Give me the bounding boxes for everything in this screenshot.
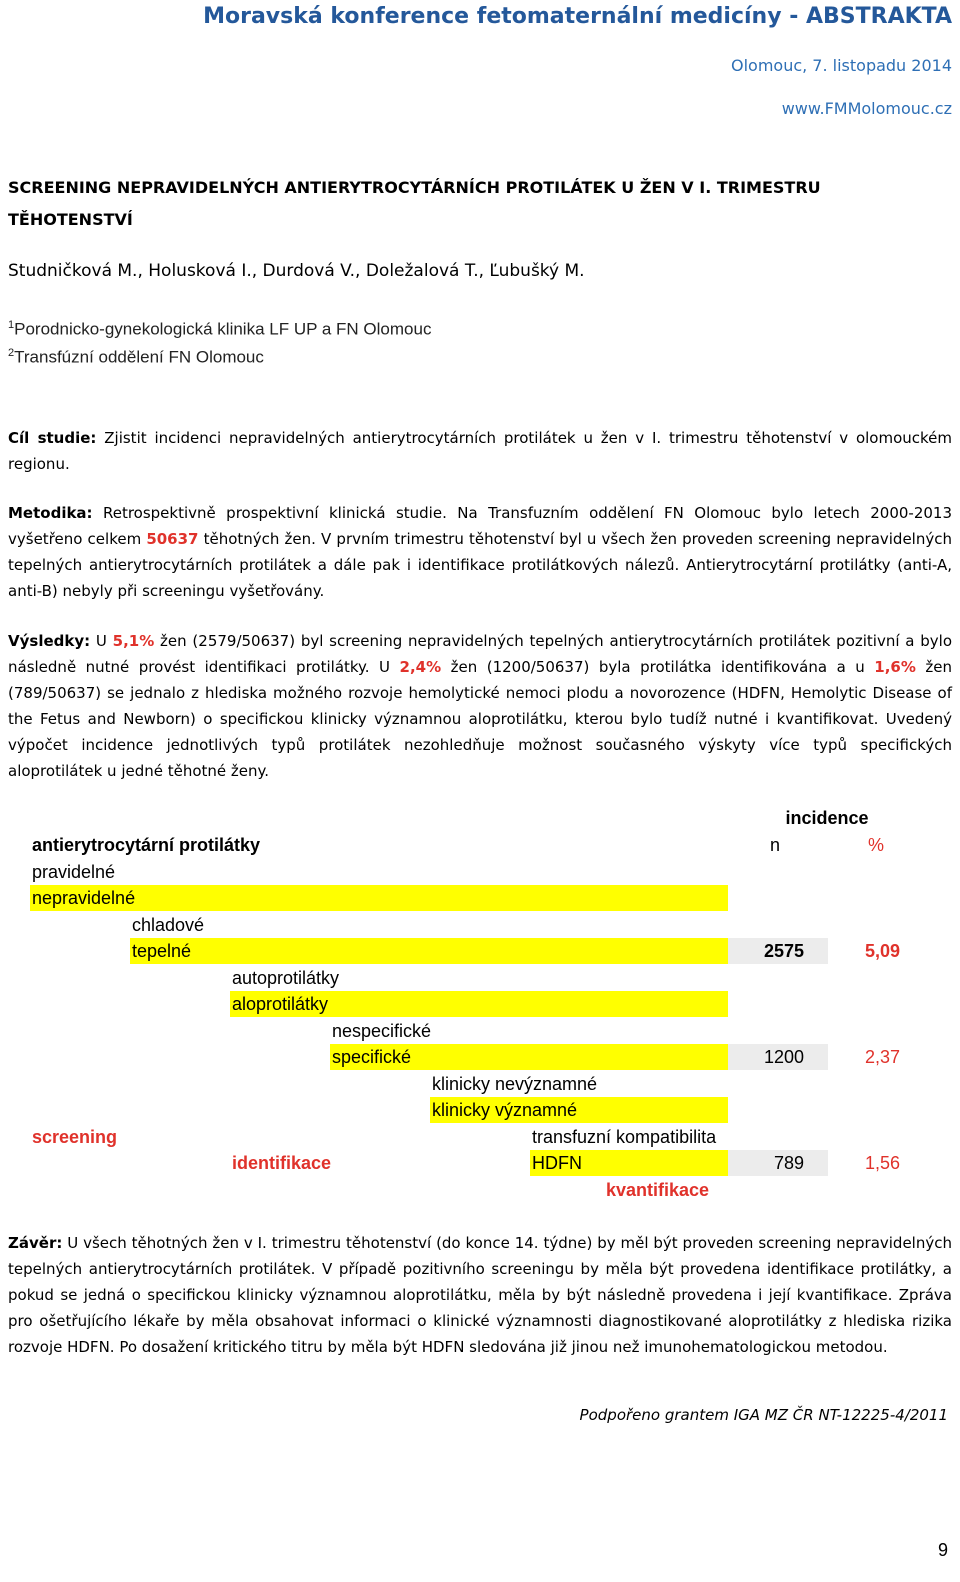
title-line-1: SCREENING NEPRAVIDELNÝCH ANTIERYTROCYTÁRNÍCH PROTILÁTEK U ŽEN V I. TRIMESTRU	[8, 178, 821, 197]
tepelne-n: 2575	[728, 938, 828, 964]
conference-title: Moravská konference fetomaternální medicíny - ABSTRAKTA	[203, 4, 952, 29]
row-transfuzni: transfuzní kompatibilita	[532, 1127, 717, 1147]
row-kvantifikace: kvantifikace	[606, 1180, 710, 1200]
row-nepravidelne	[30, 885, 728, 911]
method-label: Metodika:	[8, 504, 93, 522]
aff1-number: 1	[8, 319, 15, 331]
results-text-3: žen (1200/50637) byla protilátka identifikována a u	[441, 658, 875, 676]
header-main: antierytrocytární protilátky	[32, 835, 261, 855]
header-n: n	[770, 835, 781, 855]
place-date: Olomouc, 7. listopadu 2014	[730, 56, 952, 75]
row-klinicky-vyznamne	[430, 1097, 728, 1123]
grant-note: Podpořeno grantem IGA MZ ČR NT-12225-4/2011	[579, 1406, 948, 1424]
hdfn-label: HDFN	[532, 1153, 582, 1173]
aff2-text: Transfúzní oddělení FN Olomouc	[14, 347, 264, 367]
antibody-table	[0, 800, 960, 1210]
authors: Studničková M., Holusková I., Durdová V., Doležalová T., Ľubušký M.	[8, 261, 585, 281]
row-klinicky-nevyznamne: klinicky nevýznamné	[432, 1074, 598, 1094]
results-pct-3: 1,6%	[874, 658, 916, 676]
row-identifikace: identifikace	[232, 1153, 332, 1173]
row-pravidelne: pravidelné	[32, 862, 116, 882]
title-line-2: TĚHOTENSTVÍ	[8, 210, 133, 229]
results-text-4: žen (789/50637) se jednalo z hlediska možného rozvoje hemolytické nemoci plodu a novorozence (HDFN, Hemolytic Disease of the Fetus and Newborn) o specifickou klinicky významnou aloprotilátku, kterou bylo tudíž nutné i kvantifikovat. Uvedený výpočet incidence jednotlivých typů protilátek nezohledňuje možnost současného výskyty více typů specifických aloprotilátek u jedné těhotné ženy.	[8, 658, 952, 780]
row-hdfn	[530, 1150, 728, 1176]
header-incidence: incidence	[785, 808, 869, 828]
klinicky-vyznamne-label: klinicky významné	[432, 1100, 578, 1120]
row-tepelne	[130, 938, 728, 964]
results-paragraph	[8, 628, 952, 784]
method-count: 50637	[146, 530, 199, 548]
website-link[interactable]: www.FMMolomouc.cz	[781, 99, 952, 118]
specificke-n: 1200	[728, 1044, 828, 1070]
affiliation-2	[8, 340, 952, 371]
results-text-1: U	[90, 632, 113, 650]
method-text-2: těhotných žen. V prvním trimestru těhotenství byl u všech žen proveden screening nepravidelných tepelných antierytrocytárních protilátek a dále pak i identifikace protilátkových nálezů. Antierytrocytární protilátky (anti-A, anti-B) nebyly při screeningu vyšetřovány.	[8, 530, 952, 600]
conclusion-label: Závěr:	[8, 1234, 63, 1252]
conclusion-text: U všech těhotných žen v I. trimestru těhotenství (do konce 14. týdne) by měl být proveden screening nepravidelných tepelných antierytrocytárních protilátek. V případě pozitivního screeningu by měla být provedena identifikace protilátky, a pokud se jedná o specifickou klinicky významnou aloprotilátku, měla by být následně provedena i její kvantifikace. Zpráva pro ošetřujícího lékaře by měla obsahovat informaci o klinické významnosti diagnostikované aloprotilátky z hlediska rizika rozvoje HDFN. Po dosažení kritického titru by měla být HDFN sledována již jinou než imunohematologickou metodou.	[8, 1234, 952, 1356]
aff2-number: 2	[8, 347, 15, 359]
hdfn-pct: 1,56	[864, 1153, 900, 1173]
affiliation-1	[8, 312, 952, 343]
results-label: Výsledky:	[8, 632, 91, 650]
page-number: 9	[937, 1540, 948, 1560]
header-pct: %	[868, 835, 885, 855]
aff1-text: Porodnicko-gynekologická klinika LF UP a FN Olomouc	[14, 319, 432, 339]
specificke-label: specifické	[332, 1047, 412, 1067]
row-screening: screening	[32, 1127, 118, 1147]
method-text-1: Retrospektivně prospektivní klinická studie. Na Transfuzním oddělení FN Olomouc bylo letech 2000-2013 vyšetřeno celkem	[8, 504, 952, 548]
abstract-title	[8, 172, 952, 236]
row-nespecificke: nespecifické	[332, 1021, 432, 1041]
row-autoprotilatky: autoprotilátky	[232, 968, 340, 988]
specificke-pct: 2,37	[864, 1047, 900, 1067]
aloprotilatky-label: aloprotilátky	[232, 994, 329, 1014]
aim-text: Zjistit incidenci nepravidelných antierytrocytárních protilátek u žen v I. trimestru těhotenství v olomouckém regionu.	[8, 429, 953, 473]
aim-label: Cíl studie:	[8, 429, 97, 447]
aim-paragraph	[8, 425, 952, 477]
row-chladove: chladové	[132, 915, 205, 935]
row-aloprotilatky	[230, 991, 728, 1017]
nepravidelne-label: nepravidelné	[32, 888, 136, 908]
results-text-2: žen (2579/50637) byl screening nepravidelných tepelných antierytrocytárních protilátek pozitivní a bylo následně nutné provést identifikaci protilátky. U	[8, 632, 952, 676]
method-paragraph	[8, 500, 952, 604]
results-pct-2: 2,4%	[399, 658, 442, 676]
hdfn-n: 789	[728, 1150, 828, 1176]
conclusion-paragraph	[8, 1230, 952, 1360]
tepelne-label: tepelné	[132, 941, 192, 961]
tepelne-pct: 5,09	[864, 941, 900, 961]
results-pct-1: 5,1%	[112, 632, 155, 650]
row-specificke	[330, 1044, 728, 1070]
